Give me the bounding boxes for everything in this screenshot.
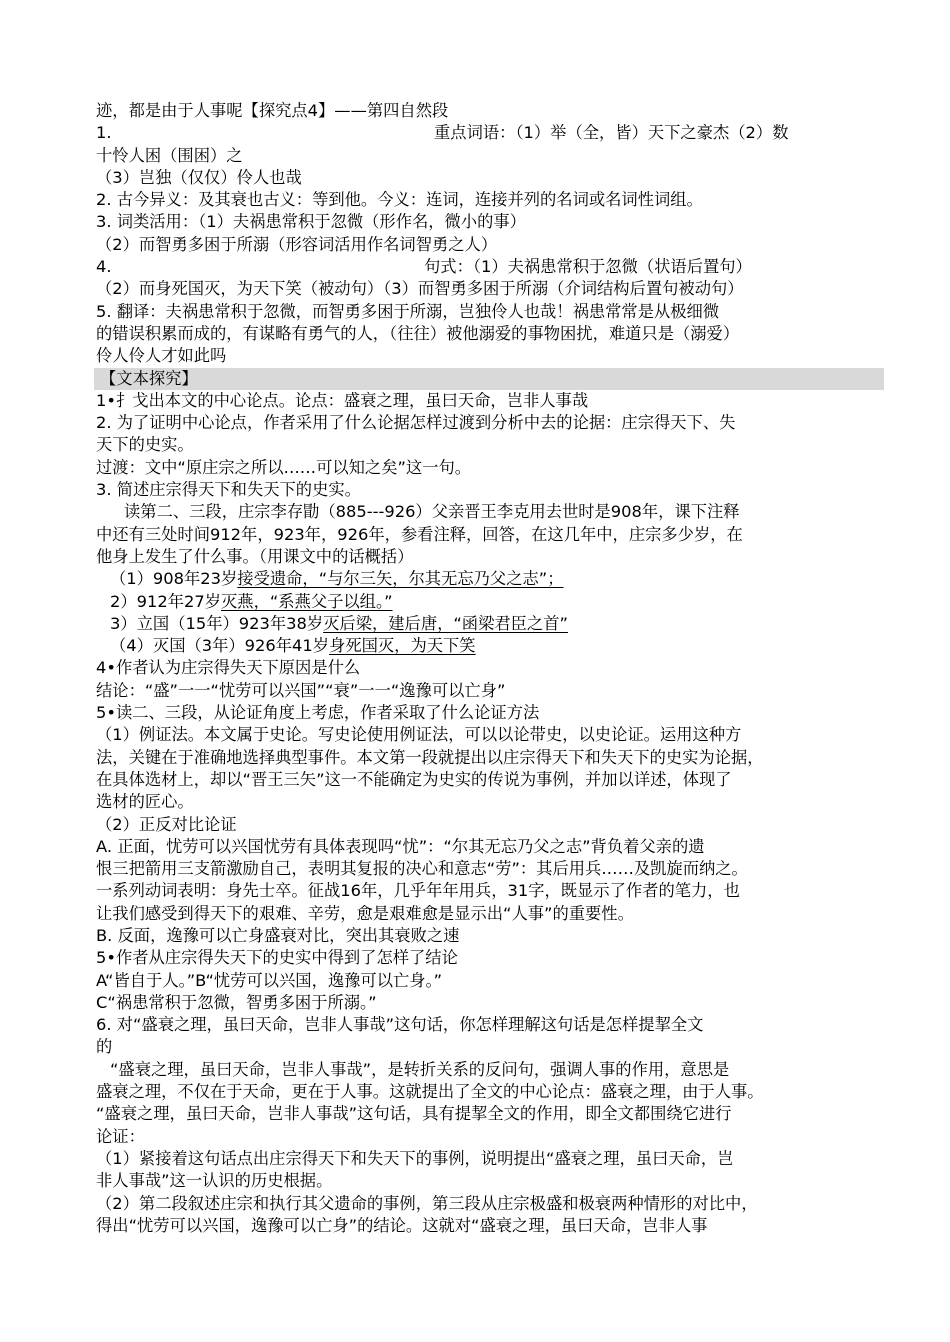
text-line: （1）例证法。本文属于史论。写史论使用例证法，可以以论带史，以史论证。运用这种方	[96, 725, 742, 745]
event-text: 灭燕，“系燕父子以组。”	[221, 591, 393, 611]
text-line: 天下的史实。	[96, 435, 194, 455]
event-line	[96, 613, 886, 635]
event-line	[96, 568, 886, 590]
text-line: 在具体选材上，却以“晋王三矢”这一不能确定为史实的传说为事例，并加以详述，体现了	[96, 769, 732, 789]
event-text: 灭后梁，建后唐，“函梁君臣之首”	[323, 613, 568, 633]
text-line: 非人事哉”这一认识的历史根据。	[96, 1171, 333, 1191]
item-text: 句式：（1）夫祸患常积于忽微（状语后置句）	[424, 257, 752, 277]
event-text: 身死国灭，为天下笑	[329, 636, 476, 656]
text-line: 2. 古今异义：及其衰也古义：等到他。今义：连词，连接并列的名词或名词性词组。	[96, 190, 703, 210]
text-line: 的	[96, 1037, 113, 1057]
document-page	[96, 100, 886, 1237]
text-line: 读第二、三段，庄宗李存勖（885---926）父亲晋王李克用去世时是908年，课下注释	[124, 502, 740, 522]
text-line: “盛衰之理，虽曰天命，岂非人事哉”，是转折关系的反问句，强调人事的作用，意思是	[110, 1059, 730, 1079]
text-line: （1）紧接着这句话点出庄宗得天下和失天下的事例，说明提出“盛衰之理，虽曰天命，岂	[96, 1148, 734, 1168]
text-line: （2）而智勇多困于所溺（形容词活用作名词智勇之人）	[96, 234, 498, 254]
text-line: 中还有三处时间912年，923年，926年，参看注释，回答，在这几年中，庄宗多少岁，在	[96, 524, 743, 544]
text-line: 法，关键在于准确地选择典型事件。本文第一段就提出以庄宗得天下和失天下的史实为论据，	[96, 747, 764, 767]
text-line: 迹，都是由于人事呢【探究点4】——第四自然段	[96, 101, 449, 120]
text-line: （2）而身死国灭，为天下笑（被动句）（3）而智勇多困于所溺（介词结构后置句被动句）	[96, 279, 744, 299]
text-line: 3. 词类活用：（1）夫祸患常积于忽微（形作名，微小的事）	[96, 212, 526, 232]
text-line: 选材的匠心。	[96, 792, 194, 812]
text-line: A“皆自于人。”B“忧劳可以兴国，逸豫可以亡身。”	[96, 970, 443, 990]
text-line: 盛衰之理，不仅在于天命，更在于人事。这就提出了全文的中心论点：盛衰之理，由于人事。	[96, 1082, 764, 1102]
text-line: C“祸患常积于忽微，智勇多困于所溺。”	[96, 992, 377, 1012]
text-line: 5•作者从庄宗得失天下的史实中得到了怎样了结论	[96, 948, 458, 968]
text-line: 2. 为了证明中心论点，作者采用了什么论据怎样过渡到分析中去的论据：庄宗得天下、失	[96, 413, 736, 433]
event-prefix: （1）908年23岁	[110, 569, 238, 589]
text-line: B. 反面，逸豫可以亡身盛衰对比，突出其衰败之速	[96, 925, 460, 945]
text-line: 的错误积累而成的，有谋略有勇气的人，（往往）被他溺爱的事物困扰，难道只是（溺爱）	[96, 323, 740, 343]
item-number: 1.	[96, 123, 112, 143]
text-line: “盛衰之理，虽曰天命，岂非人事哉”这句话，具有提挈全文的作用，即全文都围绕它进行	[96, 1104, 732, 1124]
event-prefix: （4）灭国（3年）926年41岁	[110, 636, 330, 656]
text-line: 论证：	[96, 1126, 145, 1146]
text-line: 一系列动词表明：身先士卒。征战16年，几乎年年用兵，31字，既显示了作者的笔力，也	[96, 881, 740, 901]
section-heading: 【文本探究】	[94, 368, 884, 390]
text-line: 4•作者认为庄宗得失天下原因是什么	[96, 658, 361, 678]
text-line: （3）岂独（仅仅）伶人也哉	[96, 167, 302, 187]
text-line: 过渡：文中“原庄宗之所以……可以知之矣”这一句。	[96, 457, 472, 477]
text-line: 恨三把箭用三支箭激励自己，表明其复报的决心和意志“劳”：其后用兵……及凯旋而纳之。	[96, 859, 748, 879]
event-prefix: 3）立国（15年）923年38岁	[110, 613, 324, 633]
event-text: 接受遗命，“与尔三矢，尔其无忘乃父之志”；	[237, 569, 564, 589]
event-prefix: 2）912年27岁	[110, 591, 221, 611]
text-line: （2）正反对比论证	[96, 814, 237, 834]
text-line: 6. 对“盛衰之理，虽曰天命，岂非人事哉”这句话，你怎样理解这句话是怎样提挈全文	[96, 1015, 704, 1035]
text-line	[96, 256, 886, 278]
text-line: 得出“忧劳可以兴国，逸豫可以亡身”的结论。这就对“盛衰之理，虽曰天命，岂非人事	[96, 1215, 708, 1235]
text-line: A. 正面，忧劳可以兴国忧劳有具体表现吗“忧”：“尔其无忘乃父之志”背负着父亲的遗	[96, 836, 705, 856]
text-line: （2）第二段叙述庄宗和执行其父遗命的事例，第三段从庄宗极盛和极衰两种情形的对比中，	[96, 1193, 758, 1213]
text-line: 5•读二、三段，从论证角度上考虑，作者采取了什么论证方法	[96, 703, 540, 723]
text-line: 结论：“盛”一一“忧劳可以兴国”“衰”一一“逸豫可以亡身”	[96, 680, 506, 700]
event-line	[96, 635, 886, 657]
item-number: 4.	[96, 257, 112, 277]
event-line	[96, 591, 886, 613]
text-line: 让我们感受到得天下的艰难、辛劳，愈是艰难愈是显示出“人事”的重要性。	[96, 903, 634, 923]
item-text: 重点词语：（1）举（全，皆）天下之豪杰（2）数	[434, 123, 789, 143]
text-line	[96, 122, 886, 144]
text-line: 1•扌戈出本文的中心论点。论点：盛衰之理，虽曰天命，岂非人事哉	[96, 390, 589, 410]
text-line: 5. 翻译：夫祸患常积于忽微，而智勇多困于所溺，岂独伶人也哉！祸患常常是从极细微	[96, 301, 720, 321]
text-line: 3. 简述庄宗得天下和失天下的史实。	[96, 480, 361, 500]
text-line: 伶人伶人才如此吗	[96, 346, 227, 366]
text-line: 十怜人困（围困）之	[96, 145, 243, 165]
text-line: 他身上发生了什么事。（用课文中的话概括）	[96, 546, 414, 566]
